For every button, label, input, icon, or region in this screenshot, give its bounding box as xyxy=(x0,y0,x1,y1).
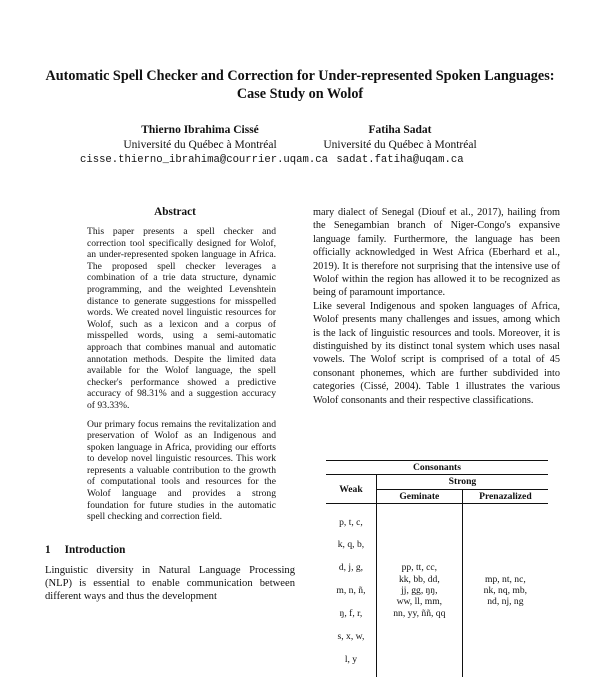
table-cell-line: ww, ll, mm, xyxy=(396,596,443,608)
paper-title: Automatic Spell Checker and Correction for Under-represented Spoken Languages: Case Study on Wolof xyxy=(45,68,555,102)
table-header-consonants: Consonants xyxy=(326,461,548,475)
consonants-table xyxy=(326,460,548,677)
author-email: sadat.fatiha@uqam.ca xyxy=(336,154,464,166)
body-paragraph: Like several Indigenous and spoken languages of Africa, Wolof presents many challenges and issues, among which is the lack of linguistic resources and tools. Moreover, it is distinguished by its distinct tonal system which uses nasal vowels. The Wolof script is comprised of a total of 45 consonant phonemes, which are further subdivided into categories (Cissé, 2004). Table 1 illustrates the various Wolof consonants and their respective classifications. xyxy=(313,300,560,406)
table-header-weak: Weak xyxy=(326,475,376,504)
author-2 xyxy=(280,123,520,168)
author-email: cisse.thierno_ibrahima@courrier.uqam.ca xyxy=(80,154,328,166)
table-cell-line: s, x, w, xyxy=(337,630,365,642)
introduction-text: Linguistic diversity in Natural Language Processing (NLP) is essential to enable communication between different ways and thus the development xyxy=(45,565,295,602)
section-title: Introduction xyxy=(64,544,126,556)
body-paragraph: mary dialect of Senegal (Diouf et al., 2017), hailing from the Senegambian branch of Niger-Congo's expansive language family. Furthermore, the language has been officially acknowledged in West Africa (Eberhard et al., 2019). It is therefore not surprising that the intensive use of Wolof within the region has allowed it to be recognized as being of paramount importance. xyxy=(313,207,560,299)
author-name: Thierno Ibrahima Cissé xyxy=(141,124,259,136)
author-affiliation: Université du Québec à Montréal xyxy=(323,139,477,151)
table-cell-line: k, q, b, xyxy=(337,539,365,551)
author-name: Fatiha Sadat xyxy=(368,124,432,136)
abstract-paragraph: This paper presents a spell checker and correction tool specifically designed for Wolof, an under-represented spoken language in Africa. The proposed spell checker leverages a combination of a trie data structure, dynamic programming, and the weighted Levenshtein distance to generate suggestions for misspelled words. We created novel linguistic resources for Wolof, such as a lexicon and a corpus of misspelled words, using a semi-automatic approach that combines manual and automatic annotation methods. Despite the limited data available for the Wolof language, the spell checker's performance showed a predictive accuracy of 98.31% and a suggestion accuracy of 93.33%. xyxy=(87,226,276,411)
table-header-geminate: Geminate xyxy=(376,489,462,503)
table-cell-line: mp, nt, nc, xyxy=(484,573,526,585)
table-cell-line: m, n, ñ, xyxy=(336,585,366,597)
right-column-text xyxy=(313,206,560,407)
table-cell-line: p, t, c, xyxy=(339,516,363,528)
table-cell-line: ŋ, f, r, xyxy=(339,607,363,619)
table-cell-line: nn, yy, ññ, qq xyxy=(393,607,446,619)
table-cell-line: jj, gg, ŋŋ, xyxy=(401,585,438,597)
table-cell-prenazalized xyxy=(462,504,548,677)
table-cell-line: pp, tt, cc, xyxy=(401,562,438,574)
table-header-strong: Strong xyxy=(376,475,548,489)
table-cell-line: kk, bb, dd, xyxy=(398,573,440,585)
table-cell-line: nk, nq, mb, xyxy=(483,585,528,597)
table-cell-line: l, y xyxy=(344,653,358,665)
table-cell-line: nd, nj, ng xyxy=(487,596,524,608)
author-affiliation: Université du Québec à Montréal xyxy=(123,139,277,151)
section-number: 1 xyxy=(45,544,51,556)
table-cell-weak xyxy=(326,504,376,677)
table-header-prenazalized: Prenazalized xyxy=(462,489,548,503)
abstract-body xyxy=(87,226,276,530)
table-cell-geminate xyxy=(376,504,462,677)
abstract-heading: Abstract xyxy=(154,206,196,218)
section-heading xyxy=(45,544,125,556)
table-cell-line: d, j, g, xyxy=(338,562,364,574)
abstract-paragraph: Our primary focus remains the revitalization and preservation of Wolof as an Indigenous and spoken language in Africa, providing our efforts to develop novel linguistic resources. This work represents a valuable contribution to the growth of computational tools and resources for the Wolof language and provides a strong foundation for future studies in the automatic spell checking and correction field. xyxy=(87,418,276,523)
